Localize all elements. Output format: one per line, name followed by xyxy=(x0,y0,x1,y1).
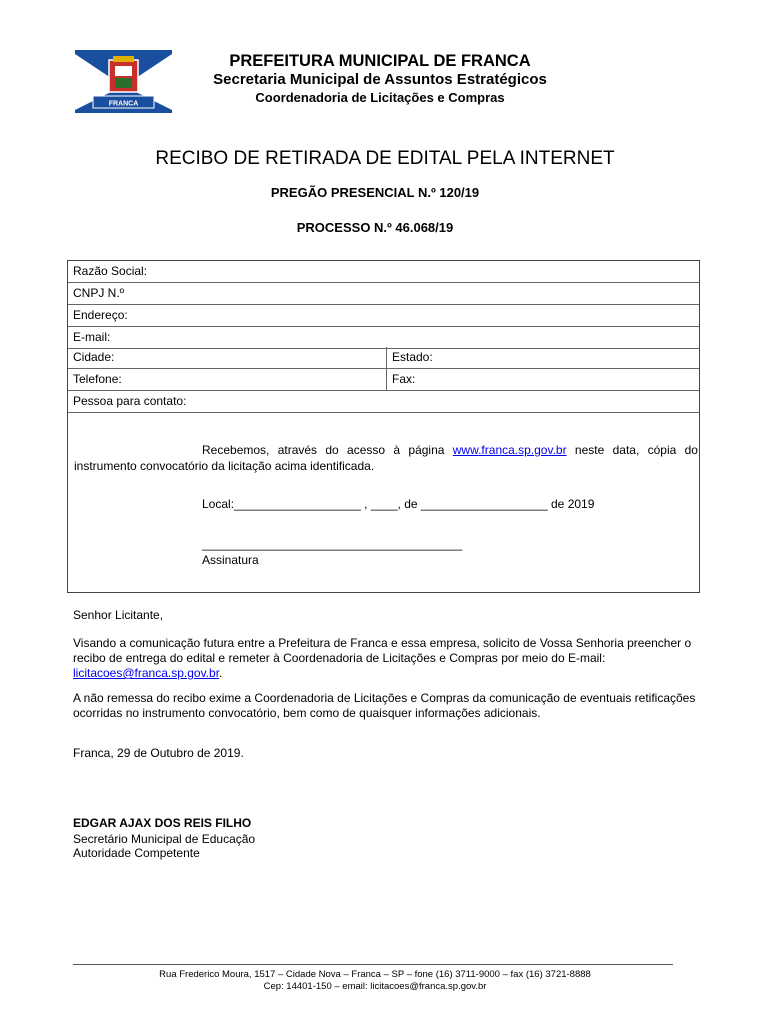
paragraph-disclaimer: A não remessa do recibo exime a Coordenadoria de Licitações e Compras da comunicação de eventuais retificações ocorridas no instrumento convocatório, bem como de quaisquer informações adicionais. xyxy=(73,691,696,720)
email-label: E-mail: xyxy=(73,330,111,344)
signature-line[interactable]: _______________________________________ xyxy=(202,537,463,551)
declaration-text: Recebemos, através do acesso à página www.franca.sp.gov.br neste data, cópia do instrumento convocatório da licitação acima identificada. xyxy=(74,443,698,473)
cidade-label: Cidade: xyxy=(73,350,115,364)
signatory-authority: Autoridade Competente xyxy=(73,846,200,860)
header-title: PREFEITURA MUNICIPAL DE FRANCA xyxy=(229,52,531,70)
fax-label: Fax: xyxy=(392,372,416,386)
email-field[interactable] xyxy=(68,327,699,349)
website-link[interactable]: www.franca.sp.gov.br xyxy=(452,443,567,457)
paragraph-instructions: Visando a comunicação futura entre a Prefeitura de Franca e essa empresa, solicito de Vossa Senhoria preencher o recibo de entrega do edital e remeter à Coordenadoria de Licitações e Compras por meio do E-mail: licitacoes@franca.sp.gov.br. xyxy=(73,636,692,680)
signature-label: Assinatura xyxy=(202,553,259,567)
endereco-label: Endereço: xyxy=(73,308,128,322)
document-title: RECIBO DE RETIRADA DE EDITAL PELA INTERNET xyxy=(155,148,615,169)
signatory-name: EDGAR AJAX DOS REIS FILHO xyxy=(73,816,252,830)
cnpj-field[interactable] xyxy=(68,283,699,305)
razao-social-label: Razão Social: xyxy=(73,264,148,278)
telefone-label: Telefone: xyxy=(73,372,122,386)
local-date-line[interactable]: Local:___________________ , ____, de ___________________ de 2019 xyxy=(202,497,595,511)
greeting: Senhor Licitante, xyxy=(73,608,164,622)
document-date: Franca, 29 de Outubro de 2019. xyxy=(73,746,244,760)
receipt-form xyxy=(67,260,700,593)
pessoa-contato-field[interactable] xyxy=(68,391,699,413)
razao-social-field[interactable] xyxy=(68,261,699,283)
footer-contact: Cep: 14401-150 – email: licitacoes@franca.sp.gov.br xyxy=(263,981,487,992)
header-department: Coordenadoria de Licitações e Compras xyxy=(255,90,505,105)
processo-number: PROCESSO N.º 46.068/19 xyxy=(296,220,454,235)
pregao-number: PREGÃO PRESENCIAL N.º 120/19 xyxy=(270,185,480,200)
logo-text: FRANCA xyxy=(108,100,139,108)
signatory-role: Secretário Municipal de Educação xyxy=(73,832,256,846)
city-coat-of-arms-logo xyxy=(75,50,172,113)
telefone-fax-row[interactable] xyxy=(68,369,699,391)
estado-label: Estado: xyxy=(392,350,433,364)
footer-address: Rua Frederico Moura, 1517 – Cidade Nova – Franca – SP – fone (16) 3711-9000 – fax (16) 3721-8888 xyxy=(159,969,591,980)
footer-divider xyxy=(73,964,673,965)
cnpj-label: CNPJ N.º xyxy=(73,286,125,300)
pessoa-contato-label: Pessoa para contato: xyxy=(73,394,187,408)
cidade-estado-row[interactable] xyxy=(68,347,699,369)
header-subtitle: Secretaria Municipal de Assuntos Estratégicos xyxy=(213,71,547,88)
endereco-field[interactable] xyxy=(68,305,699,327)
email-link[interactable]: licitacoes@franca.sp.gov.br xyxy=(73,666,220,680)
